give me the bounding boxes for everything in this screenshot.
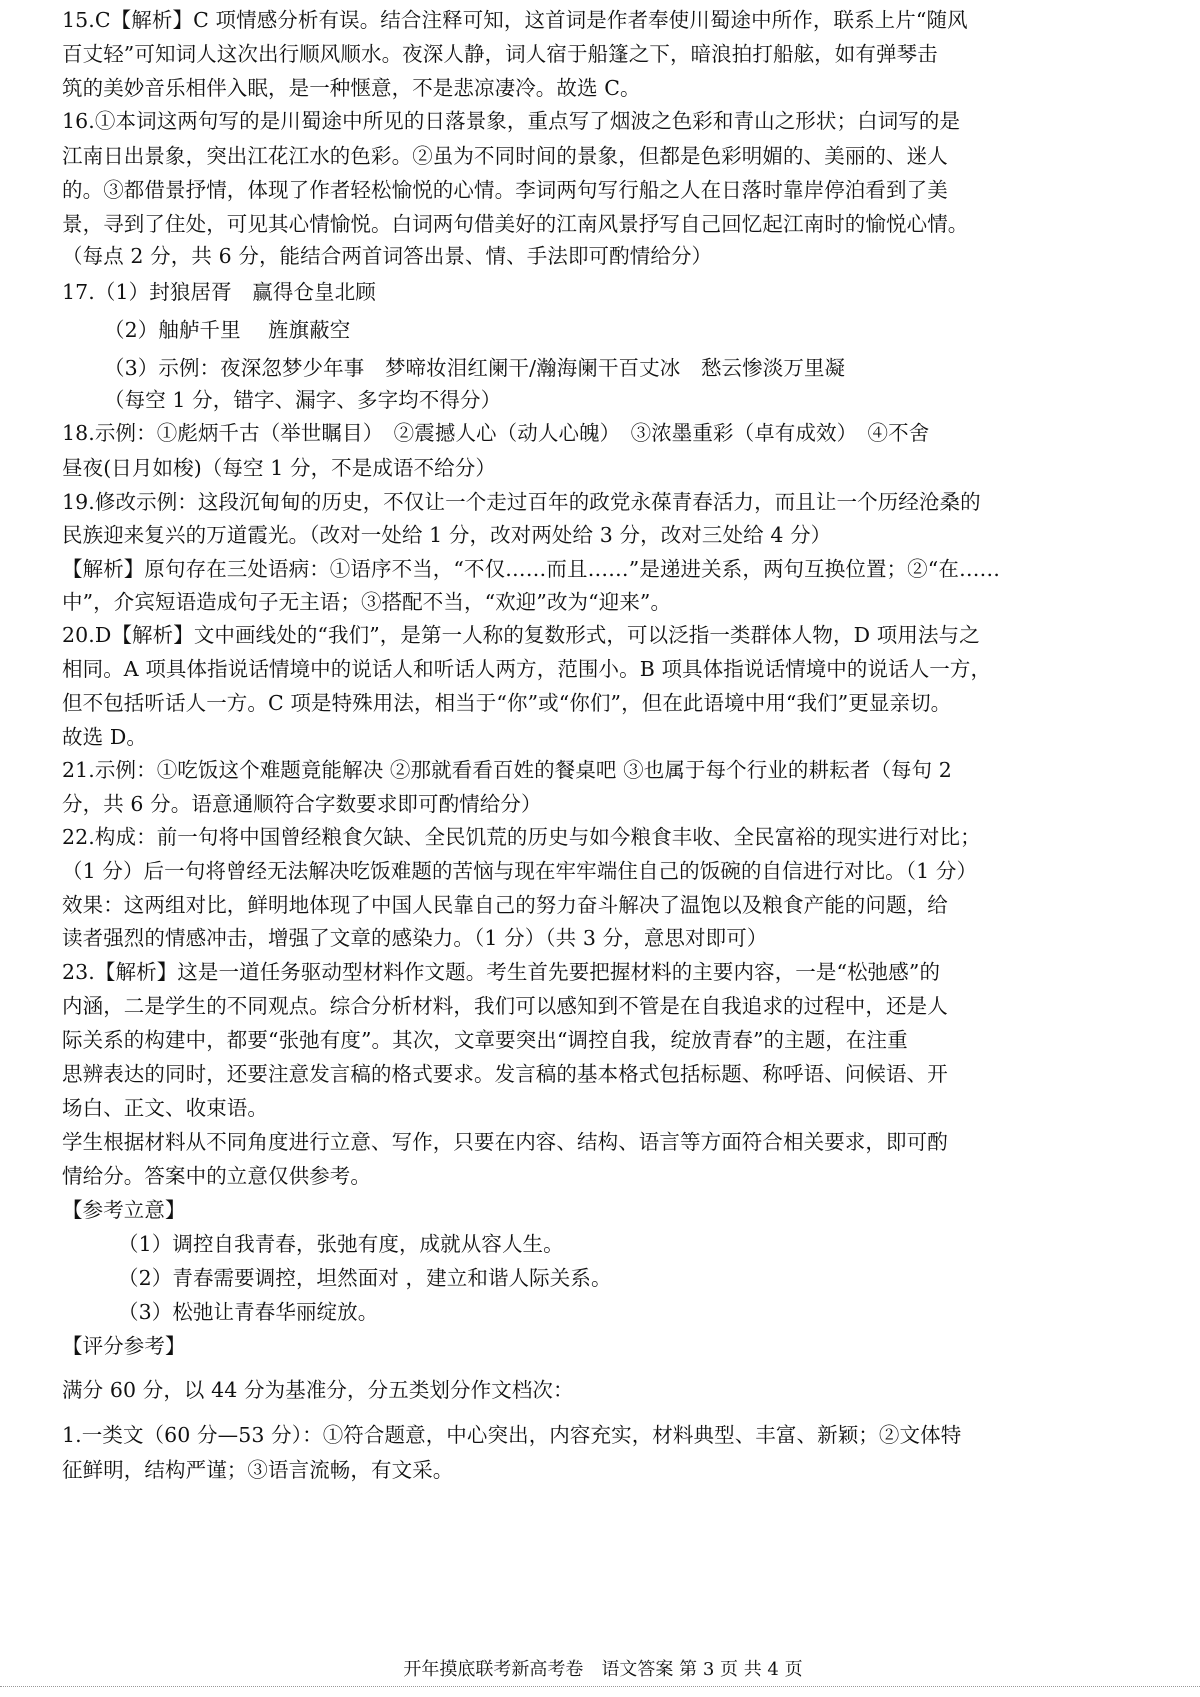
text-line: 内涵，二是学生的不同观点。综合分析材料，我们可以感知到不管是在自我追求的过程中，还是人 [62, 994, 948, 1018]
section-heading: 【参考立意】 [62, 1198, 186, 1222]
text-line: （3）示例：夜深忽梦少年事 梦啼妆泪红阑干/瀚海阑干百丈冰 愁云惨淡万里凝 [104, 356, 846, 380]
text-line: （2）青春需要调控，坦然面对 ，建立和谐人际关系。 [118, 1266, 612, 1290]
text-line: 21.示例：①吃饭这个难题竟能解决 ②那就看看百姓的餐桌吧 ③也属于每个行业的耕耘者（每句 2 [62, 758, 952, 782]
text-line: 20.D【解析】文中画线处的“我们”，是第一人称的复数形式，可以泛指一类群体人物，D 项用法与之 [62, 623, 980, 647]
text-line: 读者强烈的情感冲击，增强了文章的感染力。（1 分）（共 3 分，意思对即可） [62, 926, 768, 950]
text-line: 学生根据材料从不同角度进行立意、写作，只要在内容、结构、语言等方面符合相关要求，即可酌 [62, 1130, 948, 1154]
text-line: 满分 60 分，以 44 分为基准分，分五类划分作文档次： [62, 1378, 574, 1402]
page-footer: 开年摸底联考新高考卷 语文答案 第 3 页 共 4 页 [403, 1659, 803, 1680]
text-line: 17.（1）封狼居胥 赢得仓皇北顾 [62, 280, 376, 304]
answer-key-page [62, 0, 1144, 1697]
bottom-dotted-rule [0, 1686, 1200, 1687]
text-line: 征鲜明，结构严谨；③语言流畅，有文采。 [62, 1458, 454, 1482]
text-line: 场白、正文、收束语。 [62, 1096, 268, 1120]
text-line: 江南日出景象，突出江花江水的色彩。②虽为不同时间的景象，但都是色彩明媚的、美丽的、迷人 [62, 144, 948, 168]
text-line: 18.示例：①彪炳千古（举世瞩目） ②震撼人心（动人心魄） ③浓墨重彩（卓有成效） ④不舍 [62, 421, 930, 445]
text-line: 筑的美妙音乐相伴入眠，是一种惬意，不是悲凉凄冷。故选 C。 [62, 76, 641, 100]
text-line: 中”，介宾短语造成句子无主语；③搭配不当，“欢迎”改为“迎来”。 [62, 590, 672, 614]
section-heading: 【评分参考】 [62, 1334, 186, 1358]
text-line: 23.【解析】这是一道任务驱动型材料作文题。考生首先要把握材料的主要内容，一是“松弛感”的 [62, 960, 941, 984]
text-line: 1.一类文（60 分—53 分）：①符合题意，中心突出，内容充实，材料典型、丰富、新颖；②文体特 [62, 1423, 962, 1447]
text-line: 但不包括听话人一方。C 项是特殊用法，相当于“你”或“你们”，但在此语境中用“我们”更显亲切。 [62, 691, 952, 715]
text-line: 景，寻到了住处，可见其心情愉悦。白词两句借美好的江南风景抒写自己回忆起江南时的愉悦心情。 [62, 212, 969, 236]
text-line: （2）舳舻千里 旌旗蔽空 [104, 318, 351, 342]
text-line: 故选 D。 [62, 725, 147, 749]
text-line: 思辨表达的同时，还要注意发言稿的格式要求。发言稿的基本格式包括标题、称呼语、问候语、开 [62, 1062, 948, 1086]
text-line: 19.修改示例：这段沉甸甸的历史，不仅让一个走过百年的政党永葆青春活力，而且让一个历经沧桑的 [62, 490, 981, 514]
text-line: 16.①本词这两句写的是川蜀途中所见的日落景象，重点写了烟波之色彩和青山之形状；白词写的是 [62, 109, 961, 133]
text-line: 百丈轻”可知词人这次出行顺风顺水。夜深人静，词人宿于船篷之下，暗浪拍打船舷，如有弹琴击 [62, 42, 938, 66]
text-line: （1 分）后一句将曾经无法解决吃饭难题的苦恼与现在牢牢端住自己的饭碗的自信进行对比。（1 分） [62, 859, 978, 883]
text-line: 的。③都借景抒情，体现了作者轻松愉悦的心情。李词两句写行船之人在日落时靠岸停泊看到了美 [62, 178, 948, 202]
text-line: （每点 2 分，共 6 分，能结合两首词答出景、情、手法即可酌情给分） [62, 244, 713, 268]
text-line: 22.构成：前一句将中国曾经粮食欠缺、全民饥荒的历史与如今粮食丰收、全民富裕的现实进行对比； [62, 825, 981, 849]
text-line: 15.C【解析】C 项情感分析有误。结合注释可知，这首词是作者奉使川蜀途中所作，联系上片“随风 [62, 8, 968, 32]
text-line: 昼夜(日月如梭)（每空 1 分，不是成语不给分） [62, 456, 496, 480]
text-line: （3）松弛让青春华丽绽放。 [118, 1300, 379, 1324]
text-line: （1）调控自我青春，张弛有度，成就从容人生。 [118, 1232, 564, 1256]
text-line: 效果：这两组对比，鲜明地体现了中国人民靠自己的努力奋斗解决了温饱以及粮食产能的问题，给 [62, 893, 948, 917]
text-line: 相同。A 项具体指说话情境中的说话人和听话人两方，范围小。B 项具体指说话情境中的说话人一方， [62, 657, 992, 681]
text-line: 际关系的构建中，都要“张弛有度”。其次，文章要突出“调控自我，绽放青春”的主题，在注重 [62, 1028, 908, 1052]
text-line: （每空 1 分，错字、漏字、多字均不得分） [104, 388, 502, 412]
text-line: 【解析】原句存在三处语病：①语序不当，“不仅……而且……”是递进关系，两句互换位置；②“在…… [62, 557, 1001, 581]
text-line: 分，共 6 分。语意通顺符合字数要求即可酌情给分） [62, 792, 542, 816]
text-line: 情给分。答案中的立意仅供参考。 [62, 1164, 371, 1188]
text-line: 民族迎来复兴的万道霞光。（改对一处给 1 分，改对两处给 3 分，改对三处给 4 分） [62, 523, 832, 547]
